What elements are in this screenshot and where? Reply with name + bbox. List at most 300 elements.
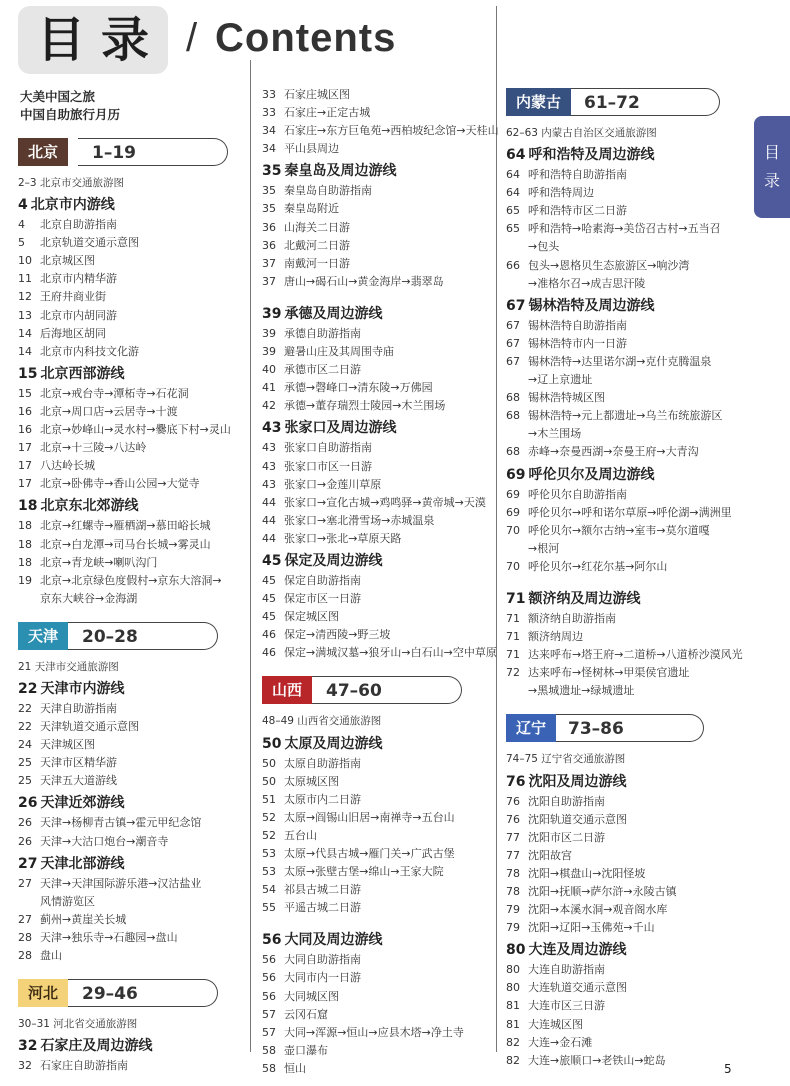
entry-title: 保定城区图 bbox=[284, 610, 339, 624]
toc-entry[interactable] bbox=[18, 572, 240, 590]
entry-title: 北京→十三陵→八达岭 bbox=[40, 441, 147, 455]
entry-page-number: 77 bbox=[506, 830, 520, 844]
map-entry[interactable]: 21 天津市交通旅游图 bbox=[18, 660, 119, 673]
side-tab-contents[interactable] bbox=[754, 116, 790, 218]
toc-entry[interactable] bbox=[506, 443, 740, 461]
entry-page-number: 15 bbox=[18, 386, 32, 400]
toc-entry[interactable] bbox=[18, 893, 240, 911]
entry-page-number: 39 bbox=[262, 345, 276, 359]
toc-entry[interactable] bbox=[506, 166, 740, 184]
entry-page-number: 56 bbox=[262, 989, 276, 1003]
toc-entry[interactable] bbox=[506, 220, 740, 238]
entry-page-number: 52 bbox=[262, 810, 276, 824]
spacer bbox=[262, 291, 494, 301]
toc-entry[interactable] bbox=[262, 255, 494, 273]
title-box bbox=[18, 6, 168, 74]
toc-entry[interactable] bbox=[506, 979, 740, 997]
entry-title: 大连自助游指南 bbox=[528, 963, 605, 977]
toc-entry[interactable] bbox=[262, 590, 494, 608]
toc-column-3 bbox=[506, 84, 743, 1070]
spacer bbox=[18, 965, 240, 975]
toc-entry[interactable] bbox=[18, 772, 240, 790]
entry-title: 北京→卧佛寺→香山公园→大觉寺 bbox=[40, 477, 200, 491]
toc-entry[interactable] bbox=[262, 755, 494, 773]
entry-page-number: 14 bbox=[18, 344, 32, 358]
toc-entry[interactable] bbox=[262, 863, 494, 881]
toc-entry[interactable] bbox=[506, 353, 740, 371]
toc-entry[interactable] bbox=[262, 951, 494, 969]
entry-page-number: 67 bbox=[506, 354, 520, 368]
entry-page-number: 81 bbox=[506, 1017, 520, 1031]
entry-title: 秦皇岛附近 bbox=[284, 202, 339, 216]
region-name-tag: 天津 bbox=[18, 622, 68, 650]
toc-entry[interactable] bbox=[262, 379, 494, 397]
toc-entry[interactable] bbox=[18, 814, 240, 832]
toc-entry[interactable] bbox=[18, 736, 240, 754]
toc-entry[interactable] bbox=[18, 307, 240, 325]
entry-page-number: 24 bbox=[18, 738, 32, 752]
section-page-number: 69 bbox=[506, 466, 526, 483]
entry-title: 大同市内一日游 bbox=[284, 971, 361, 985]
entry-title: 呼伦贝尔自助游指南 bbox=[528, 487, 627, 501]
section-heading[interactable] bbox=[18, 679, 240, 700]
toc-entry[interactable] bbox=[262, 773, 494, 791]
section-heading[interactable] bbox=[18, 496, 240, 517]
toc-entry[interactable] bbox=[262, 827, 494, 845]
region-name-tag: 河北 bbox=[18, 979, 68, 1007]
toc-entry[interactable] bbox=[506, 901, 740, 919]
entry-page-number: 68 bbox=[506, 409, 520, 423]
entry-page-number: 76 bbox=[506, 794, 520, 808]
toc-entry[interactable] bbox=[18, 252, 240, 270]
region-banner bbox=[18, 979, 240, 1009]
entry-page-number: 18 bbox=[18, 519, 32, 533]
section-heading[interactable] bbox=[506, 589, 740, 610]
toc-entry[interactable] bbox=[262, 1024, 494, 1042]
section-heading[interactable] bbox=[18, 195, 240, 216]
entry-title: 呼伦贝尔→额尔古纳→室韦→莫尔道嘎 bbox=[528, 523, 710, 537]
region-banner bbox=[18, 138, 240, 168]
entry-page-number: 69 bbox=[506, 505, 520, 519]
entry-page-number: 18 bbox=[18, 555, 32, 569]
toc-entry[interactable] bbox=[506, 558, 740, 576]
entry-title: 沈阳→抚顺→萨尔浒→永陵古镇 bbox=[528, 885, 677, 898]
entry-page-number: 28 bbox=[18, 930, 32, 944]
entry-page-number: 27 bbox=[18, 912, 32, 926]
entry-page-number: 44 bbox=[262, 531, 276, 545]
toc-entry[interactable] bbox=[506, 389, 740, 407]
region-name-tag: 北京 bbox=[18, 138, 68, 166]
toc-entry[interactable] bbox=[506, 504, 740, 522]
entry-page-number: 39 bbox=[262, 326, 276, 340]
entry-title: 北京市内胡同游 bbox=[40, 308, 117, 322]
entry-title: 大连→金石滩 bbox=[528, 1035, 593, 1049]
entry-title: 保定自助游指南 bbox=[284, 573, 361, 587]
entry-title: 大连城区图 bbox=[528, 1017, 583, 1031]
toc-column-2 bbox=[262, 86, 499, 1078]
entry-page-number: 76 bbox=[506, 812, 520, 826]
toc-entry[interactable] bbox=[506, 865, 740, 883]
toc-entry[interactable] bbox=[18, 554, 240, 572]
toc-entry[interactable] bbox=[18, 325, 240, 343]
toc-entry[interactable] bbox=[506, 317, 740, 335]
entry-page-number: 41 bbox=[262, 381, 276, 395]
entry-page-number: 17 bbox=[18, 477, 32, 491]
entry-title: 包头→恩格贝生态旅游区→响沙湾 bbox=[528, 258, 690, 272]
section-heading[interactable] bbox=[262, 304, 494, 325]
entry-title: 太原→张壁古堡→绵山→王家大院 bbox=[284, 865, 444, 879]
entry-page-number: 80 bbox=[506, 963, 520, 977]
entry-title: 呼和浩特自助游指南 bbox=[528, 168, 627, 182]
entry-title: 呼伦贝尔→呼和诺尔草原→呼伦湖→满洲里 bbox=[528, 505, 732, 519]
spacer bbox=[262, 662, 494, 672]
entry-title: 大同→浑源→恒山→应县木塔→净土寺 bbox=[284, 1025, 464, 1039]
entry-page-number: 70 bbox=[506, 559, 520, 573]
entry-page-number: 67 bbox=[506, 318, 520, 332]
section-heading[interactable] bbox=[18, 793, 240, 814]
entry-title: 北京→北京绿色度假村→京东大溶洞→ bbox=[40, 573, 222, 587]
entry-title: 壶口瀑布 bbox=[284, 1043, 328, 1057]
side-tab-char-2: 录 bbox=[763, 171, 780, 190]
entry-page-number: 16 bbox=[18, 423, 32, 437]
toc-entry[interactable] bbox=[18, 875, 240, 893]
toc-entry[interactable] bbox=[506, 1016, 740, 1034]
toc-entry[interactable] bbox=[18, 833, 240, 851]
title-char-2: 录 bbox=[101, 12, 150, 68]
toc-entry[interactable] bbox=[262, 608, 494, 626]
entry-title: 北京城区图 bbox=[40, 254, 95, 268]
map-entry[interactable]: 74–75 辽宁省交通旅游图 bbox=[506, 753, 626, 766]
entry-page-number: 54 bbox=[262, 883, 276, 897]
toc-entry[interactable] bbox=[506, 961, 740, 979]
entry-page-number: 5 bbox=[18, 236, 25, 250]
region-name-tag: 辽宁 bbox=[506, 714, 556, 742]
toc-entry[interactable] bbox=[262, 512, 494, 530]
entry-title: 山海关二日游 bbox=[284, 220, 350, 234]
entry-title: 风情游览区 bbox=[40, 894, 95, 908]
section-page-number: 15 bbox=[18, 365, 38, 382]
section-heading[interactable] bbox=[262, 930, 494, 951]
toc-entry[interactable] bbox=[18, 288, 240, 306]
entry-title: 北京→白龙潭→司马台长城→雾灵山 bbox=[40, 537, 211, 551]
intro bbox=[20, 88, 120, 124]
entry-page-number: 78 bbox=[506, 885, 520, 898]
toc-entry[interactable] bbox=[506, 811, 740, 829]
toc-entry[interactable] bbox=[262, 791, 494, 809]
entry-title: 沈阳市区二日游 bbox=[528, 830, 605, 844]
toc-entry[interactable] bbox=[506, 628, 740, 646]
entry-title: 恒山 bbox=[284, 1061, 306, 1075]
entry-title: 北戴河二日游 bbox=[284, 238, 350, 252]
entry-title: 北京市内精华游 bbox=[40, 272, 117, 286]
entry-page-number: 34 bbox=[262, 124, 276, 138]
entry-page-number: 18 bbox=[18, 537, 32, 551]
entry-page-number: 55 bbox=[262, 901, 276, 915]
toc-entry[interactable] bbox=[262, 494, 494, 512]
toc-entry[interactable] bbox=[262, 140, 494, 158]
toc-entry[interactable] bbox=[262, 899, 494, 917]
section-page-number: 45 bbox=[262, 552, 282, 569]
entry-page-number: 56 bbox=[262, 953, 276, 967]
section-page-number: 22 bbox=[18, 680, 38, 697]
toc-entry[interactable] bbox=[262, 458, 494, 476]
entry-page-number: 79 bbox=[506, 921, 520, 935]
toc-entry[interactable] bbox=[262, 572, 494, 590]
entry-page-number: 43 bbox=[262, 441, 276, 455]
toc-entry[interactable] bbox=[262, 86, 494, 104]
entry-page-number: 53 bbox=[262, 865, 276, 879]
entry-page-number: 68 bbox=[506, 391, 520, 405]
section-title: 承德及周边游线 bbox=[284, 305, 383, 322]
entry-page-number: 43 bbox=[262, 459, 276, 473]
entry-title: →辽上京遗址 bbox=[528, 373, 593, 387]
toc-entry[interactable] bbox=[506, 275, 740, 293]
section-title: 锡林浩特及周边游线 bbox=[528, 297, 655, 314]
entry-title: 北京→青龙峡→喇叭沟门 bbox=[40, 555, 158, 569]
entry-page-number: 13 bbox=[18, 308, 32, 322]
toc-entry[interactable] bbox=[18, 911, 240, 929]
toc-entry[interactable] bbox=[506, 522, 740, 540]
entry-title: 天津→大沽口炮台→潮音寺 bbox=[40, 834, 169, 848]
toc-entry[interactable] bbox=[262, 325, 494, 343]
toc-entry[interactable] bbox=[506, 335, 740, 353]
toc-entry[interactable] bbox=[262, 219, 494, 237]
entry-title: 张家口→金莲川草原 bbox=[284, 477, 382, 491]
section-title: 沈阳及周边游线 bbox=[528, 773, 627, 790]
entry-page-number: 26 bbox=[18, 834, 32, 848]
toc-entry[interactable] bbox=[262, 237, 494, 255]
entry-title: 天津→杨柳青古镇→霍元甲纪念馆 bbox=[40, 816, 202, 830]
toc-entry[interactable] bbox=[262, 881, 494, 899]
entry-title: 保定→清西陵→野三坡 bbox=[284, 628, 391, 642]
toc-entry[interactable] bbox=[506, 184, 740, 202]
toc-entry[interactable] bbox=[18, 536, 240, 554]
toc-entry[interactable] bbox=[18, 754, 240, 772]
toc-entry[interactable] bbox=[506, 238, 740, 256]
entry-page-number: 66 bbox=[506, 258, 520, 272]
toc-entry[interactable] bbox=[18, 343, 240, 361]
entry-page-number: 12 bbox=[18, 290, 32, 304]
entry-title: 石家庄→东方巨龟苑→西柏坡纪念馆→天桂山 bbox=[284, 124, 499, 138]
section-heading[interactable] bbox=[506, 296, 740, 317]
map-entry[interactable]: 62–63 内蒙古自治区交通旅游图 bbox=[506, 127, 657, 139]
toc-entry[interactable] bbox=[262, 361, 494, 379]
entry-page-number: 37 bbox=[262, 274, 276, 288]
section-heading[interactable] bbox=[262, 734, 494, 755]
toc-entry[interactable] bbox=[18, 700, 240, 718]
section-title: 太原及周边游线 bbox=[284, 735, 383, 752]
toc-entry[interactable] bbox=[262, 273, 494, 291]
entry-title: 天津五大道游线 bbox=[40, 774, 117, 788]
entry-page-number: 27 bbox=[18, 876, 32, 890]
entry-title: 承德市区二日游 bbox=[284, 363, 361, 377]
toc-entry[interactable] bbox=[506, 883, 740, 901]
toc-entry[interactable] bbox=[18, 718, 240, 736]
entry-title: 平遥古城二日游 bbox=[284, 901, 361, 915]
intro-line-2: 中国自助旅行月历 bbox=[20, 107, 121, 122]
toc-entry[interactable] bbox=[506, 610, 740, 628]
toc-entry[interactable] bbox=[506, 793, 740, 811]
toc-entry[interactable] bbox=[262, 343, 494, 361]
toc-entry[interactable] bbox=[506, 202, 740, 220]
toc-entry[interactable] bbox=[18, 439, 240, 457]
toc-entry[interactable] bbox=[506, 257, 740, 275]
entry-page-number: 45 bbox=[262, 573, 276, 587]
spacer bbox=[18, 608, 240, 618]
toc-entry[interactable] bbox=[262, 626, 494, 644]
entry-page-number: 65 bbox=[506, 204, 520, 218]
toc-entry[interactable] bbox=[506, 407, 740, 425]
toc-entry[interactable] bbox=[506, 919, 740, 937]
toc-entry[interactable] bbox=[18, 385, 240, 403]
toc-entry[interactable] bbox=[262, 969, 494, 987]
entry-page-number: 82 bbox=[506, 1053, 520, 1067]
entry-page-number: 36 bbox=[262, 238, 276, 252]
section-heading[interactable] bbox=[262, 551, 494, 572]
map-entry[interactable]: 30–31 河北省交通旅游图 bbox=[18, 1018, 138, 1031]
toc-entry[interactable] bbox=[506, 997, 740, 1015]
toc-entry[interactable] bbox=[262, 644, 497, 662]
section-heading[interactable] bbox=[506, 145, 740, 166]
section-page-number: 50 bbox=[262, 735, 282, 752]
toc-entry[interactable] bbox=[506, 847, 740, 865]
entry-page-number: 68 bbox=[506, 445, 520, 459]
toc-entry[interactable] bbox=[18, 517, 240, 535]
toc-entry[interactable] bbox=[506, 664, 740, 682]
toc-entry[interactable] bbox=[506, 646, 743, 664]
entry-title: →根河 bbox=[528, 541, 560, 555]
toc-entry[interactable] bbox=[18, 1057, 240, 1075]
toc-entry[interactable] bbox=[262, 476, 494, 494]
section-title: 呼和浩特及周边游线 bbox=[528, 147, 655, 164]
spacer bbox=[506, 576, 740, 586]
toc-entry[interactable] bbox=[506, 540, 740, 558]
section-page-number: 26 bbox=[18, 795, 38, 812]
toc-entry[interactable] bbox=[506, 371, 740, 389]
toc-entry[interactable] bbox=[506, 829, 740, 847]
entry-title: 天津轨道交通示意图 bbox=[40, 720, 139, 734]
toc-entry[interactable] bbox=[262, 988, 494, 1006]
toc-entry[interactable] bbox=[18, 270, 240, 288]
entry-title: 王府井商业街 bbox=[40, 290, 106, 304]
entry-page-number: 58 bbox=[262, 1061, 276, 1075]
entry-title: 赤峰→奈曼西湖→奈曼王府→大青沟 bbox=[528, 445, 699, 459]
section-heading[interactable] bbox=[18, 1036, 240, 1057]
region-banner bbox=[506, 714, 740, 744]
toc-entry[interactable] bbox=[262, 530, 494, 548]
toc-entry[interactable] bbox=[262, 1042, 494, 1060]
toc-entry[interactable] bbox=[262, 1006, 494, 1024]
toc-entry[interactable] bbox=[18, 457, 240, 475]
toc-entry[interactable] bbox=[262, 104, 494, 122]
entry-page-number: 16 bbox=[18, 404, 32, 418]
entry-title: 额济纳周边 bbox=[528, 630, 583, 644]
entry-title: 呼伦贝尔→红花尔基→阿尔山 bbox=[528, 559, 668, 573]
entry-page-number: 17 bbox=[18, 441, 32, 455]
entry-title: 北京自助游指南 bbox=[40, 218, 117, 232]
toc-entry[interactable] bbox=[262, 845, 494, 863]
entry-page-number: 69 bbox=[506, 487, 520, 501]
section-title: 呼伦贝尔及周边游线 bbox=[528, 466, 655, 483]
entry-title: 北京→戒台寺→潭柘寺→石花洞 bbox=[40, 386, 189, 400]
region-page-range: 1–19 bbox=[78, 138, 228, 166]
entry-title: 承德自助游指南 bbox=[284, 326, 361, 340]
entry-page-number: 46 bbox=[262, 628, 276, 642]
entry-title: 大同城区图 bbox=[284, 989, 339, 1003]
toc-entry[interactable] bbox=[262, 809, 494, 827]
toc-entry[interactable] bbox=[506, 1052, 740, 1070]
toc-entry[interactable] bbox=[262, 439, 494, 457]
toc-entry[interactable] bbox=[18, 421, 240, 439]
toc-entry[interactable] bbox=[506, 682, 740, 700]
toc-entry[interactable] bbox=[18, 475, 240, 493]
section-heading[interactable] bbox=[18, 854, 240, 875]
entry-title: 张家口市区一日游 bbox=[284, 459, 372, 473]
entry-page-number: 57 bbox=[262, 1007, 276, 1021]
entry-title: 张家口→张北→草原天路 bbox=[284, 531, 402, 545]
toc-entry[interactable] bbox=[262, 397, 494, 415]
map-entry[interactable]: 48–49 山西省交通旅游图 bbox=[262, 715, 382, 728]
entry-title: 京东大峡谷→金海湖 bbox=[40, 591, 138, 605]
region-name-tag: 山西 bbox=[262, 676, 312, 704]
entry-title: 锡林浩特自助游指南 bbox=[528, 318, 627, 332]
toc-entry[interactable] bbox=[262, 122, 499, 140]
region-page-range: 47–60 bbox=[312, 676, 462, 704]
toc-entry[interactable] bbox=[18, 590, 240, 608]
entry-title: 平山县周边 bbox=[284, 142, 339, 156]
entry-page-number: 50 bbox=[262, 756, 276, 770]
toc-entry[interactable] bbox=[18, 947, 240, 965]
section-heading[interactable] bbox=[506, 772, 740, 793]
toc-entry[interactable] bbox=[262, 200, 494, 218]
toc-entry[interactable] bbox=[18, 929, 240, 947]
entry-page-number: 44 bbox=[262, 495, 276, 509]
toc-entry[interactable] bbox=[18, 234, 240, 252]
toc-entry[interactable] bbox=[18, 403, 240, 421]
section-page-number: 76 bbox=[506, 773, 526, 790]
entry-page-number: 70 bbox=[506, 523, 520, 537]
toc-entry[interactable] bbox=[506, 425, 740, 443]
entry-title: 大连市区三日游 bbox=[528, 999, 605, 1013]
section-heading[interactable] bbox=[506, 465, 740, 486]
side-tab-char-1: 目 bbox=[763, 143, 780, 162]
entry-title: 北京→红螺寺→雁栖湖→慕田峪长城 bbox=[40, 519, 211, 533]
section-title: 石家庄及周边游线 bbox=[40, 1038, 153, 1055]
entry-page-number: 36 bbox=[262, 220, 276, 234]
section-heading[interactable] bbox=[18, 364, 240, 385]
toc-entry[interactable] bbox=[506, 486, 740, 504]
section-heading[interactable] bbox=[506, 940, 740, 961]
toc-entry[interactable] bbox=[18, 216, 240, 234]
map-entry[interactable]: 2–3 北京市交通旅游图 bbox=[18, 177, 124, 189]
section-heading[interactable] bbox=[262, 161, 494, 182]
region-name-tag: 内蒙古 bbox=[506, 88, 571, 116]
entry-page-number: 40 bbox=[262, 363, 276, 377]
section-page-number: 32 bbox=[18, 1038, 38, 1055]
entry-page-number: 44 bbox=[262, 513, 276, 527]
entry-page-number: 78 bbox=[506, 866, 520, 880]
entry-title: 沈阳故宫 bbox=[528, 848, 572, 862]
section-heading[interactable] bbox=[262, 418, 494, 439]
entry-title: 祁县古城二日游 bbox=[284, 883, 361, 897]
entry-page-number: 34 bbox=[262, 142, 276, 156]
entry-title: 天津城区图 bbox=[40, 738, 95, 752]
spacer bbox=[262, 917, 494, 927]
intro-line-1: 大美中国之旅 bbox=[20, 89, 96, 104]
toc-entry[interactable] bbox=[262, 182, 494, 200]
toc-entry[interactable] bbox=[506, 1034, 740, 1052]
toc-entry[interactable] bbox=[262, 1060, 494, 1078]
